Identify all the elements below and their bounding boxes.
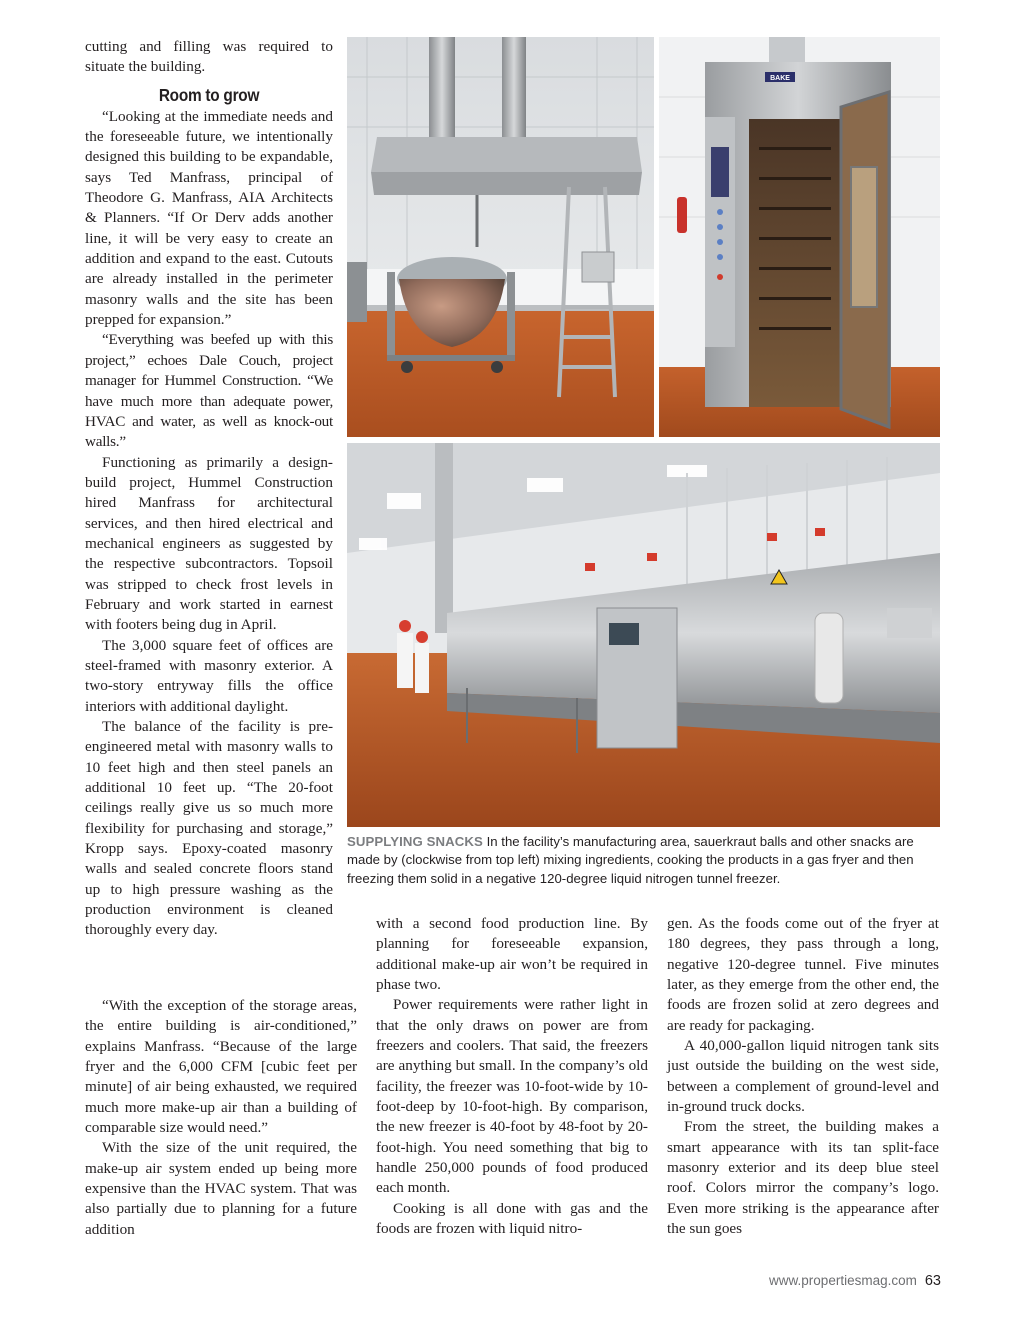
paragraph: “Looking at the immediate needs and the foreseeable future, we intentionally designed this building to be expandable, says Ted Manfrass, principal of Theodore G. Manfrass, AIA Architects & Planners. “If Or Derv adds another line, it will be very easy to create an addition and expand to the east. Cutouts are already installed in the perimeter masonry walls and the site has been prepped for expansion.” [85,107,333,329]
paragraph: A 40,000-gallon liquid nitrogen tank sits just outside the building on the west side, between a complement of ground-level and in-ground truck docks. [667,1037,939,1116]
section-heading: Room to grow [158,84,260,105]
page-footer [769,1273,941,1289]
paragraph: Functioning as primarily a design-build project, Hummel Construction hired Manfrass for architectural services, and then hired electrical and mechanical engineers as suggested by the respective subcontractors. Topsoil was stripped to check frost levels in February and work started in earnest with footers being dug in April. [85,453,333,634]
article-column-3 [667,914,939,1240]
page-number: 63 [924,1273,941,1289]
photo-mixing-kettle [347,37,654,437]
photo-caption [347,833,943,888]
paragraph: Power requirements were rather light in that the only draws on power are from freezers and coolers. That said, the freezers are anything but small. In the company’s old facility, the freezer was 10-foot-wide by 10-foot-deep by 10-foot-high. By comparison, the new freezer is 40-foot by 48-foot by 20-foot-high. You need something that big to handle 250,000 pounds of food produced each month. [376,996,648,1197]
footer-url: www.propertiesmag.com [769,1273,917,1288]
paragraph: The 3,000 square feet of offices are steel-framed with masonry exterior. A two-story entryway fills the office interiors with additional daylight. [85,636,333,715]
oven-brand-label: BAKE [770,75,790,82]
paragraph: cutting and filling was required to situate the building. [85,38,333,76]
paragraph: with a second food production line. By planning for foreseeable expansion, additional make-up air won’t be required in phase two. [376,915,648,994]
caption-lead: SUPPLYING SNACKS [347,834,483,849]
paragraph: “With the exception of the storage areas, the entire building is air-conditioned,” explains Manfrass. “Because of the large fryer and the 6,000 CFM [cubic feet per minute] of air being exhausted, we required much more make-up air than a building of comparable size would need.” [85,997,357,1137]
paragraph: “Everything was beefed up with this project,” echoes Dale Couch, project manager for Hummel Construction. “We have much more than adequate power, HVAC and water, as well as knock-out walls.” [85,331,333,451]
article-column-2 [376,914,648,1240]
paragraph: gen. As the foods come out of the fryer at 180 degrees, they pass through a long, negative 120-degree tunnel. Five minutes later, as they emerge from the other end, the foods are frozen solid at zero degrees and are ready for packaging. [667,915,939,1034]
caption-text: In the facility’s manufacturing area, sauerkraut balls and other snacks are made by (clockwise from top left) mixing ingredients, cooking the products in a gas fryer and then freezing them solid in a negative 120-degree liquid nitrogen tunnel freezer. [347,834,914,886]
article-column-1-lower [85,996,357,1240]
photo-rack-oven [659,37,940,437]
paragraph: With the size of the unit required, the make-up air system ended up being more expensive than the HVAC system. That was also partially due to planning for a future addition [85,1139,357,1238]
paragraph: Cooking is all done with gas and the foods are frozen with liquid nitro- [376,1199,648,1238]
paragraph: The balance of the facility is pre-engineered metal with masonry walls to 10 feet high and then steel panels an additional 10 feet up. “The 20-foot ceilings really give us so much more flexibility for purchasing and storage,” Kropp says. Epoxy-coated masonry walls and sealed concrete floors stand up to high pressure washing as the production environment is cleaned thoroughly every day. [85,718,333,939]
article-column-1 [85,37,333,941]
photo-fryer-line [347,443,940,827]
paragraph: From the street, the building makes a smart appearance with its tan split-face masonry exterior and its deep blue steel roof. Colors mirror the company’s logo. Even more striking is the appearance after the sun goes [667,1118,939,1238]
